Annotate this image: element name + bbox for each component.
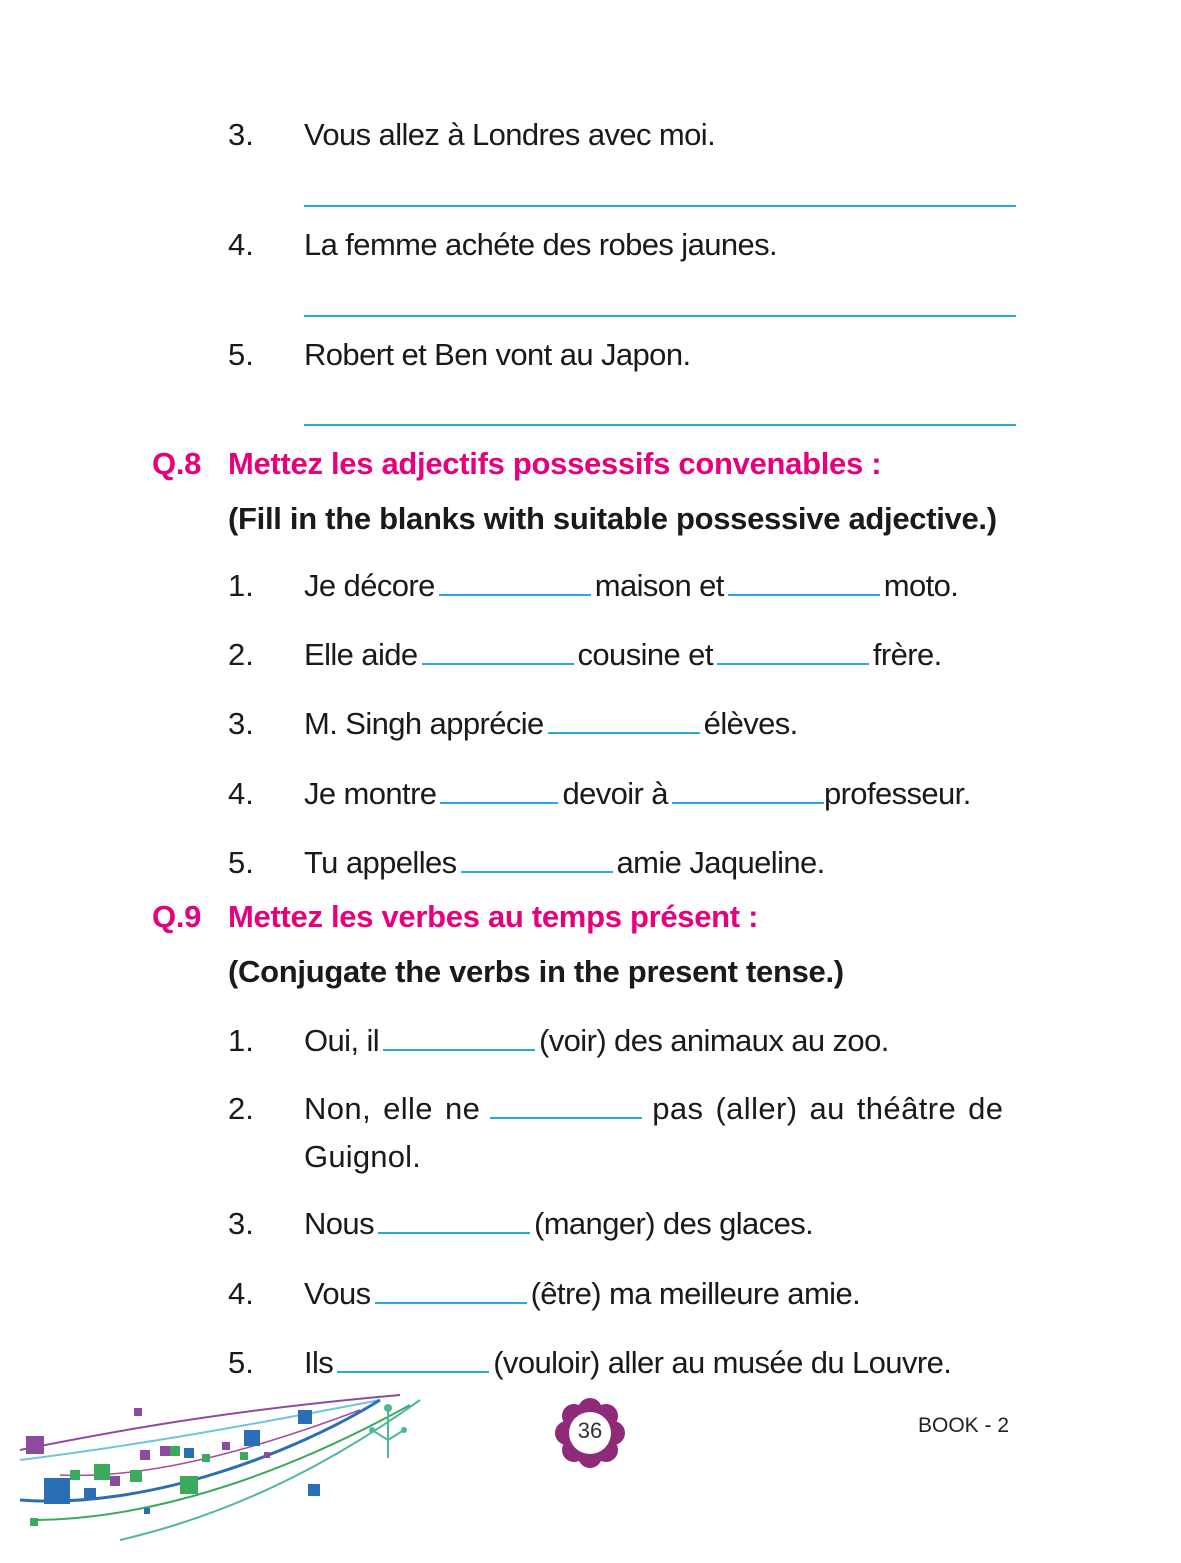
blank-field[interactable] xyxy=(728,566,880,596)
sentence-part: Non, elle ne xyxy=(304,1091,481,1126)
fill-in-sentence xyxy=(304,566,958,606)
sentence-part: Je montre xyxy=(304,776,437,811)
question-subtitle: (Fill in the blanks with suitable possessive adjective.) xyxy=(228,501,997,536)
item-number: 3. xyxy=(228,706,254,741)
answer-line[interactable] xyxy=(304,424,1016,426)
blank-field[interactable] xyxy=(717,635,869,665)
answer-line[interactable] xyxy=(304,205,1016,207)
sentence-part: (voir) des animaux au zoo. xyxy=(539,1023,889,1058)
item-number: 5. xyxy=(228,337,254,372)
item-number: 3. xyxy=(228,117,254,152)
page-number: 36 xyxy=(577,1418,603,1443)
blank-field[interactable] xyxy=(490,1089,642,1119)
fill-in-sentence xyxy=(304,843,825,883)
sentence-part: Oui, il xyxy=(304,1023,380,1058)
item-number: 2. xyxy=(228,637,254,672)
item-number: 2. xyxy=(228,1091,254,1126)
item-number: 1. xyxy=(228,1023,254,1058)
item-number: 1. xyxy=(228,568,254,603)
item-text: Vous allez à Londres avec moi. xyxy=(304,117,716,152)
blank-field[interactable] xyxy=(378,1204,530,1234)
sentence-part: pas (aller) au théâtre de xyxy=(652,1091,1004,1126)
item-number: 4. xyxy=(228,227,254,262)
sentence-part: amie Jaqueline. xyxy=(616,845,825,880)
blank-field[interactable] xyxy=(375,1274,527,1304)
fill-in-sentence xyxy=(304,1274,860,1314)
sentence-part: (être) ma meilleure amie. xyxy=(530,1276,861,1311)
sentence-part: maison et xyxy=(594,568,724,603)
fill-in-sentence xyxy=(304,635,942,675)
sentence-part: cousine et xyxy=(577,637,713,672)
item-number: 4. xyxy=(228,1276,254,1311)
sentence-part: (vouloir) aller au musée du Louvre. xyxy=(493,1345,952,1380)
sentence-part: Nous xyxy=(304,1206,374,1241)
book-label: BOOK - 2 xyxy=(918,1414,1010,1437)
question-number: Q.8 xyxy=(152,446,202,481)
question-title: Mettez les verbes au temps présent : xyxy=(228,899,759,934)
sentence-part: élèves. xyxy=(703,706,798,741)
question-title: Mettez les adjectifs possessifs convenables : xyxy=(228,446,882,481)
sentence-part: professeur. xyxy=(823,776,971,811)
blank-field[interactable] xyxy=(440,774,558,804)
item-number: 5. xyxy=(228,845,254,880)
answer-line[interactable] xyxy=(304,315,1016,317)
sentence-part: (manger) des glaces. xyxy=(533,1206,814,1241)
blank-field[interactable] xyxy=(672,774,824,804)
sentence-part: frère. xyxy=(872,637,942,672)
fill-in-sentence xyxy=(304,704,798,744)
blank-field[interactable] xyxy=(383,1021,535,1051)
sentence-part: Vous xyxy=(304,1276,371,1311)
item-number: 3. xyxy=(228,1206,254,1241)
sentence-part: moto. xyxy=(883,568,959,603)
sentence-continuation: Guignol. xyxy=(304,1139,422,1174)
item-text: Robert et Ben vont au Japon. xyxy=(304,337,691,372)
decorative-swirl-graphic xyxy=(0,1390,440,1563)
item-number: 4. xyxy=(228,776,254,811)
sentence-part: M. Singh apprécie xyxy=(304,706,544,741)
sentence-part: Elle aide xyxy=(304,637,418,672)
question-number: Q.9 xyxy=(152,899,202,934)
blank-field[interactable] xyxy=(439,566,591,596)
item-text: La femme achéte des robes jaunes. xyxy=(304,227,778,262)
blank-field[interactable] xyxy=(548,704,700,734)
blank-field[interactable] xyxy=(422,635,574,665)
fill-in-sentence xyxy=(304,1021,889,1061)
sentence-part: devoir à xyxy=(562,776,668,811)
blank-field[interactable] xyxy=(337,1343,489,1373)
fill-in-sentence xyxy=(304,1343,951,1383)
question-subtitle: (Conjugate the verbs in the present tense.) xyxy=(228,954,844,989)
fill-in-sentence xyxy=(304,1204,813,1244)
sentence-part: Tu appelles xyxy=(304,845,457,880)
fill-in-sentence xyxy=(304,1089,1003,1129)
item-number: 5. xyxy=(228,1345,254,1380)
blank-field[interactable] xyxy=(461,843,613,873)
sentence-part: Je décore xyxy=(304,568,435,603)
sentence-part: Ils xyxy=(304,1345,334,1380)
fill-in-sentence xyxy=(304,774,971,814)
